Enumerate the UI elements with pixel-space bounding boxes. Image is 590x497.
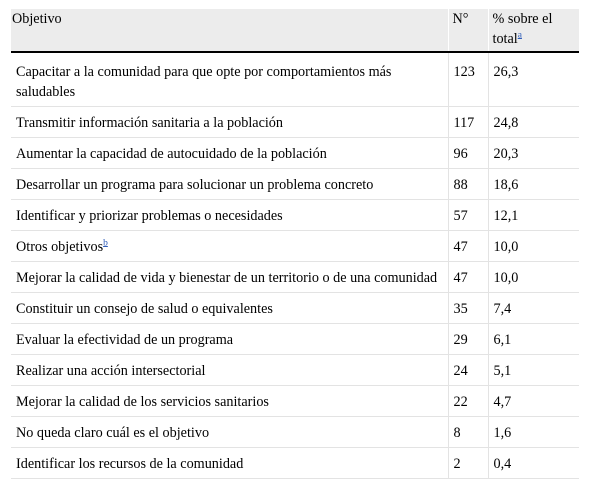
table-row bbox=[11, 138, 579, 169]
count-cell: 96 bbox=[448, 138, 488, 169]
footnote-a-marker bbox=[518, 30, 522, 40]
objective-text: Mejorar la calidad de los servicios sanitarios bbox=[16, 394, 269, 410]
objective-cell bbox=[11, 52, 448, 107]
percent-cell: 5,1 bbox=[488, 355, 579, 386]
count-cell: 22 bbox=[448, 386, 488, 417]
table-body bbox=[11, 52, 579, 479]
objective-cell bbox=[11, 169, 448, 200]
objective-text: Otros objetivos bbox=[16, 239, 104, 255]
objective-text: No queda claro cuál es el objetivo bbox=[16, 425, 210, 441]
table-row bbox=[11, 231, 579, 262]
footnote-b-link[interactable]: b bbox=[103, 238, 108, 249]
header-objective: Objetivo bbox=[11, 9, 448, 52]
percent-cell: 24,8 bbox=[488, 107, 579, 138]
percent-cell: 26,3 bbox=[488, 52, 579, 107]
objective-cell bbox=[11, 200, 448, 231]
table-row bbox=[11, 417, 579, 448]
objective-text: Identificar y priorizar problemas o necesidades bbox=[16, 208, 283, 224]
table-row bbox=[11, 169, 579, 200]
percent-cell: 10,0 bbox=[488, 262, 579, 293]
objective-cell bbox=[11, 417, 448, 448]
objective-text: Evaluar la efectividad de un programa bbox=[16, 332, 234, 348]
table-row bbox=[11, 262, 579, 293]
percent-cell: 6,1 bbox=[488, 324, 579, 355]
table-row bbox=[11, 52, 579, 107]
count-cell: 8 bbox=[448, 417, 488, 448]
header-row bbox=[11, 9, 579, 52]
count-cell: 117 bbox=[448, 107, 488, 138]
objective-cell bbox=[11, 448, 448, 479]
objective-text: Constituir un consejo de salud o equivalentes bbox=[16, 301, 273, 317]
objective-text: Capacitar a la comunidad para que opte por comportamientos más saludables bbox=[16, 64, 392, 100]
count-cell: 35 bbox=[448, 293, 488, 324]
header-percent bbox=[488, 9, 579, 52]
objective-text: Transmitir información sanitaria a la población bbox=[16, 115, 283, 131]
objective-text: Identificar los recursos de la comunidad bbox=[16, 456, 244, 472]
objective-cell bbox=[11, 262, 448, 293]
count-cell: 123 bbox=[448, 52, 488, 107]
count-cell: 29 bbox=[448, 324, 488, 355]
objectives-table-container bbox=[11, 9, 579, 479]
objective-text: Aumentar la capacidad de autocuidado de la población bbox=[16, 146, 327, 162]
percent-cell: 20,3 bbox=[488, 138, 579, 169]
objective-text: Realizar una acción intersectorial bbox=[16, 363, 206, 379]
objective-cell bbox=[11, 107, 448, 138]
percent-cell: 1,6 bbox=[488, 417, 579, 448]
count-cell: 24 bbox=[448, 355, 488, 386]
table-row bbox=[11, 200, 579, 231]
header-count: N° bbox=[448, 9, 488, 52]
percent-cell: 12,1 bbox=[488, 200, 579, 231]
objectives-table bbox=[11, 9, 579, 479]
table-row bbox=[11, 293, 579, 324]
table-header bbox=[11, 9, 579, 52]
percent-cell: 7,4 bbox=[488, 293, 579, 324]
table-row bbox=[11, 324, 579, 355]
count-cell: 47 bbox=[448, 262, 488, 293]
table-row bbox=[11, 448, 579, 479]
count-cell: 57 bbox=[448, 200, 488, 231]
count-cell: 47 bbox=[448, 231, 488, 262]
objective-cell bbox=[11, 324, 448, 355]
footnote-a-link[interactable]: a bbox=[517, 30, 522, 41]
count-cell: 88 bbox=[448, 169, 488, 200]
objective-cell bbox=[11, 138, 448, 169]
header-percent-label: % sobre el total bbox=[492, 11, 553, 47]
percent-cell: 10,0 bbox=[488, 231, 579, 262]
percent-cell: 0,4 bbox=[488, 448, 579, 479]
table-row bbox=[11, 355, 579, 386]
objective-cell bbox=[11, 231, 448, 262]
percent-cell: 18,6 bbox=[488, 169, 579, 200]
objective-cell bbox=[11, 355, 448, 386]
percent-cell: 4,7 bbox=[488, 386, 579, 417]
count-cell: 2 bbox=[448, 448, 488, 479]
objective-cell bbox=[11, 293, 448, 324]
table-row bbox=[11, 386, 579, 417]
objective-text: Desarrollar un programa para solucionar un problema concreto bbox=[16, 177, 374, 193]
objective-cell bbox=[11, 386, 448, 417]
table-row bbox=[11, 107, 579, 138]
objective-text: Mejorar la calidad de vida y bienestar de un territorio o de una comunidad bbox=[16, 270, 438, 286]
footnote-b-marker bbox=[103, 238, 108, 248]
